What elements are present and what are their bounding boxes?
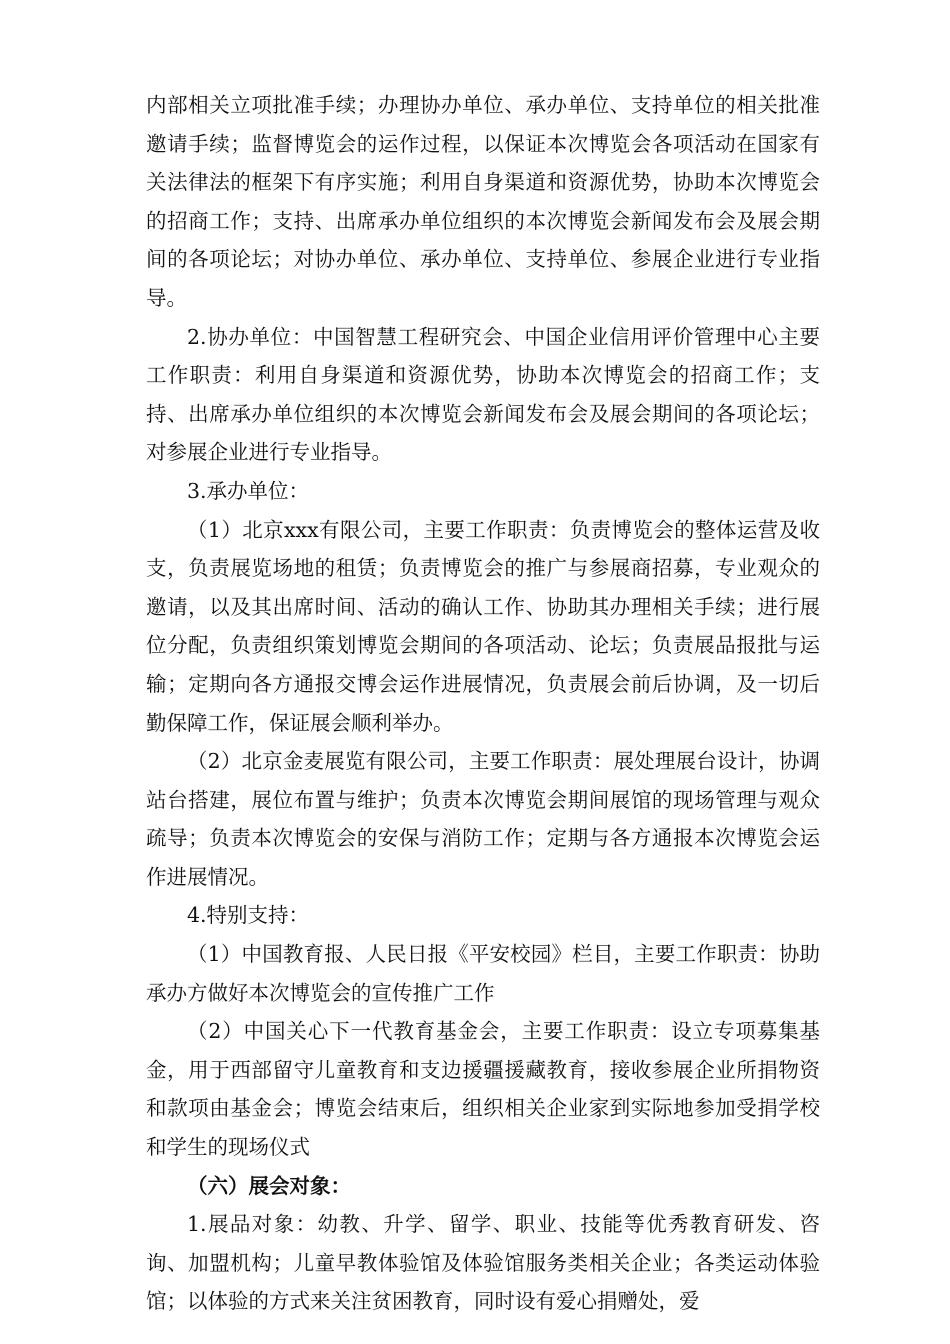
paragraph-special-title: 4.特别支持：	[187, 903, 310, 928]
paragraph-special-1: （1）中国教育报、人民日报《平安校园》栏目，主要工作职责：协助承办方做好本次博览会的宣传推广工作	[146, 942, 820, 1005]
paragraph-undertaker-title: 3.承办单位：	[187, 478, 310, 503]
paragraph-undertaker-1: （1）北京xxx有限公司，主要工作职责：负责博览会的整体运营及收支，负责展览场地的租赁；负责博览会的推广与参展商招募，专业观众的邀请，以及其出席时间、活动的确认工作、协助其办理相关手续；进行展位分配，负责组织策划博览会期间的各项活动、论坛；负责展品报批与运输；定期向各方通报交博会运作进展情况，负责展会前后协调，及一切后勤保障工作，保证展会顺利举办。	[146, 517, 820, 735]
paragraph-co-organizer: 2.协办单位：中国智慧工程研究会、中国企业信用评价管理中心主要工作职责：利用自身渠道和资源优势，协助本次博览会的招商工作；支持、出席承办单位组织的本次博览会新闻发布会及展会期间的各项论坛；对参展企业进行专业指导。	[146, 324, 820, 465]
document-page	[146, 86, 820, 1321]
paragraph-special-2: （2）中国关心下一代教育基金会，主要工作职责：设立专项募集基金，用于西部留守儿童教育和支边援疆援藏教育，接收参展企业所捐物资和款项由基金会；博览会结束后，组织相关企业家到实际地参加受捐学校和学生的现场仪式	[146, 1019, 820, 1160]
paragraph-continuation: 内部相关立项批准手续；办理协办单位、承办单位、支持单位的相关批准邀请手续；监督博览会的运作过程，以保证本次博览会各项活动在国家有关法律法的框架下有序实施；利用自身渠道和资源优势，协助本次博览会的招商工作；支持、出席承办单位组织的本次博览会新闻发布会及展会期间的各项论坛；对协办单位、承办单位、支持单位、参展企业进行专业指导。	[146, 93, 820, 310]
paragraph-exhibit-objects: 1.展品对象：幼教、升学、留学、职业、技能等优秀教育研发、咨询、加盟机构；儿童早教体验馆及体验馆服务类相关企业；各类运动体验馆；以体验的方式来关注贫困教育，同时设有爱心捐赠处，爱	[146, 1212, 820, 1314]
section-heading-exhibit-objects: （六）展会对象：	[187, 1173, 351, 1198]
paragraph-undertaker-2: （2）北京金麦展览有限公司，主要工作职责：展处理展台设计，协调站台搭建，展位布置与维护；负责本次博览会期间展馆的现场管理与观众疏导；负责本次博览会的安保与消防工作；定期与各方通报本次博览会运作进展情况。	[146, 749, 820, 889]
